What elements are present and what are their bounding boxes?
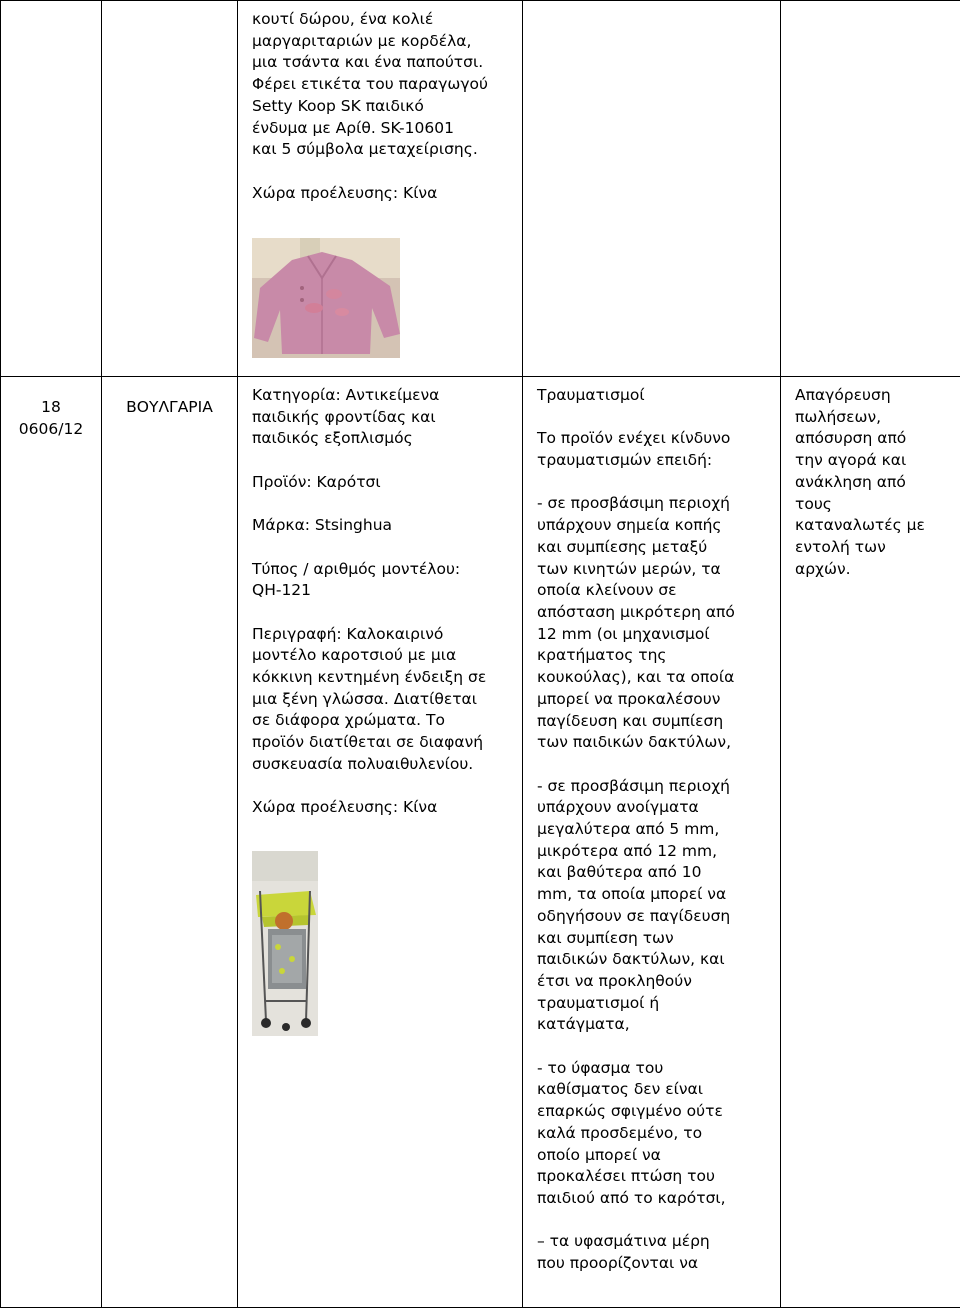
risk-line: έτσι να προκληθούν (537, 971, 772, 993)
measure-line: εντολή των (795, 537, 952, 559)
risk-line: μπορεί να προκαλέσουν (537, 689, 772, 711)
cell-product (238, 377, 523, 1308)
risk-line: και συμπίεσης μεταξύ (537, 537, 772, 559)
measure-line: αρχών. (795, 559, 952, 581)
measure-line: πωλήσεων, (795, 407, 952, 429)
description-line: μια ξένη γλώσσα. Διατίθεται (252, 689, 514, 711)
category-line: Κατηγορία: Αντικείμενα (252, 385, 514, 407)
description-line: προϊόν διατίθεται σε διαφανή (252, 732, 514, 754)
description-line: μαργαριταριών με κορδέλα, (252, 31, 514, 53)
product-text: Προϊόν: Καρότσι (252, 472, 514, 494)
measure-line: ανάκληση από (795, 472, 952, 494)
risk-line: παιδικών δακτύλων, και (537, 949, 772, 971)
risk-intro-line: τραυματισμών επειδή: (537, 450, 772, 472)
notification-code: 0606/12 (1, 419, 101, 441)
risk-line: και συμπίεση των (537, 928, 772, 950)
risk-line: οδηγήσουν σε παγίδευση (537, 906, 772, 928)
risk-line: - το ύφασμα του (537, 1058, 772, 1080)
risk-line: κατάγματα, (537, 1014, 772, 1036)
risk-line: μικρότερα από 12 mm, (537, 841, 772, 863)
risk-line: οποίο μπορεί να (537, 1145, 772, 1167)
measure-line: καταναλωτές με (795, 515, 952, 537)
description-line: μια τσάντα και ένα παπούτσι. (252, 52, 514, 74)
risk-line: τραυματισμοί ή (537, 993, 772, 1015)
risk-item (537, 1058, 772, 1210)
cell-measures (781, 377, 960, 1308)
model-line: QH-121 (252, 580, 514, 602)
description-line: Περιγραφή: Καλοκαιρινό (252, 624, 514, 646)
measure-line: τους (795, 494, 952, 516)
risk-line: 12 mm (οι μηχανισμοί (537, 624, 772, 646)
risk-item (537, 493, 772, 753)
risk-line: καλά προσδεμένο, το (537, 1123, 772, 1145)
risk-line: επαρκώς σφιγμένο ούτε (537, 1101, 772, 1123)
cell-risk (523, 377, 781, 1308)
table-row (1, 377, 960, 1308)
description-line: ένδυμα με Αρίθ. SK-10601 (252, 118, 514, 140)
brand-text: Μάρκα: Stsinghua (252, 515, 514, 537)
risk-type: Τραυματισμοί (537, 385, 772, 407)
measure-line: Απαγόρευση (795, 385, 952, 407)
risk-line: – τα υφασμάτινα μέρη (537, 1231, 772, 1253)
model-line: Τύπος / αριθμός μοντέλου: (252, 559, 514, 581)
description-line: κόκκινη κεντημένη ένδειξη σε (252, 667, 514, 689)
cell-number (1, 377, 102, 1308)
risk-line: κουκούλας), και τα οποία (537, 667, 772, 689)
risk-line: κρατήματος της (537, 645, 772, 667)
risk-line: mm, τα οποία μπορεί να (537, 884, 772, 906)
risk-line: των κινητών μερών, τα (537, 559, 772, 581)
country-name: ΒΟΥΛΓΑΡΙΑ (102, 397, 237, 419)
measure-line: την αγορά και (795, 450, 952, 472)
measure-line: απόσυρση από (795, 428, 952, 450)
notification-number: 18 (1, 397, 101, 419)
description-line: σε διάφορα χρώματα. Το (252, 710, 514, 732)
risk-item (537, 1231, 772, 1274)
risk-line: - σε προσβάσιμη περιοχή (537, 493, 772, 515)
cell-country (102, 1, 238, 377)
pink-jacket-photo (252, 238, 400, 358)
description-line: μοντέλο καροτσιού με μια (252, 645, 514, 667)
risk-line: καθίσματος δεν είναι (537, 1079, 772, 1101)
risk-line: υπάρχουν σημεία κοπής (537, 515, 772, 537)
description-line: συσκευασία πολυαιθυλενίου. (252, 754, 514, 776)
description-line: Setty Koop SK παιδικό (252, 96, 514, 118)
risk-line: απόσταση μικρότερη από (537, 602, 772, 624)
stroller-photo (252, 851, 318, 1036)
risk-line: υπάρχουν ανοίγματα (537, 797, 772, 819)
origin-text: Χώρα προέλευσης: Κίνα (252, 797, 514, 819)
category-line: παιδικής φροντίδας και (252, 407, 514, 429)
cell-measures (781, 1, 960, 377)
table-row (1, 1, 960, 377)
cell-number (1, 1, 102, 377)
risk-line: των παιδικών δακτύλων, (537, 732, 772, 754)
cell-risk (523, 1, 781, 377)
risk-line: που προορίζονται να (537, 1253, 772, 1275)
risk-item (537, 776, 772, 1036)
risk-line: παγίδευση και συμπίεση (537, 711, 772, 733)
description-line: και 5 σύμβολα μεταχείρισης. (252, 139, 514, 161)
description-line: κουτί δώρου, ένα κολιέ (252, 9, 514, 31)
risk-line: παιδιού από το καρότσι, (537, 1188, 772, 1210)
cell-country (102, 377, 238, 1308)
risk-line: μεγαλύτερα από 5 mm, (537, 819, 772, 841)
category-line: παιδικός εξοπλισμός (252, 428, 514, 450)
risk-line: προκαλέσει πτώση του (537, 1166, 772, 1188)
risk-line: και βαθύτερα από 10 (537, 862, 772, 884)
cell-product (238, 1, 523, 377)
description-line: Φέρει ετικέτα του παραγωγού (252, 74, 514, 96)
risk-line: οποία κλείνουν σε (537, 580, 772, 602)
origin-text: Χώρα προέλευσης: Κίνα (252, 183, 514, 205)
risk-intro-line: Το προϊόν ενέχει κίνδυνο (537, 428, 772, 450)
risk-line: - σε προσβάσιμη περιοχή (537, 776, 772, 798)
